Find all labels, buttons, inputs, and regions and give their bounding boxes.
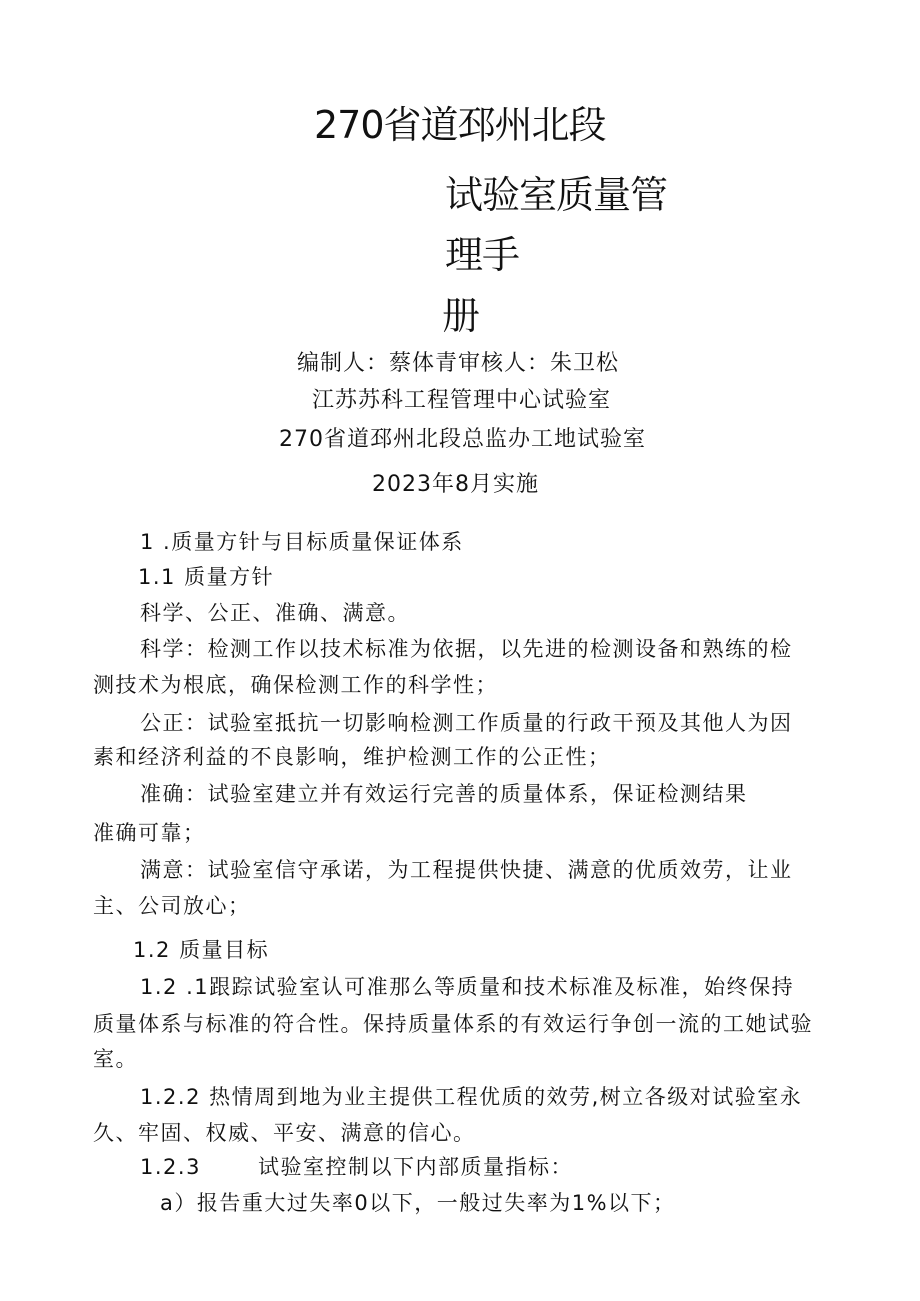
title-line-1: 270省道邳州北段: [314, 103, 606, 147]
title-line-3: 理手: [445, 233, 520, 277]
item-a-line: a）报告重大过失率0以下，一般过失率为1%以下；: [160, 1191, 676, 1215]
science-paragraph-line-2: 测技术为根底，确保检测工作的科学性；: [93, 673, 498, 697]
policy-summary: 科学、公正、准确、满意。: [140, 601, 410, 625]
title-line-4: 册: [442, 294, 480, 338]
item-1-2-3-number: 1.2.3: [140, 1155, 201, 1179]
fairness-paragraph-line-2: 素和经济利益的不良影响，维护检测工作的公正性；: [93, 745, 611, 769]
item-1-2-2-line-1: 1.2.2 热情周到地为业主提供工程优质的效劳,树立各级对试验室永: [140, 1085, 803, 1109]
organization-line-1: 江苏苏科工程管理中心试验室: [312, 388, 612, 413]
item-1-2-1-line-2: 质量体系与标准的符合性。保持质量体系的有效运行争创一流的工她试验: [93, 1012, 813, 1036]
section-1-heading: 1 .质量方针与目标质量保证体系: [140, 530, 464, 554]
item-1-2-1-line-1: 1.2 .1跟踪试验室认可准那么等质量和技术标准及标准，始终保持: [140, 975, 795, 999]
satisfaction-paragraph-line-1: 满意：试验室信守承诺，为工程提供快捷、满意的优质效劳，让业: [140, 858, 793, 882]
item-1-2-3-text: 试验室控制以下内部质量指标：: [258, 1155, 573, 1179]
section-1-1-heading: 1.1 质量方针: [138, 565, 275, 589]
section-1-2-heading: 1.2 质量目标: [133, 938, 270, 962]
accuracy-paragraph-line-1: 准确：试验室建立并有效运行完善的质量体系，保证检测结果: [140, 782, 748, 806]
fairness-paragraph-line-1: 公正：试验室抵抗一切影响检测工作质量的行政干预及其他人为因: [140, 711, 793, 735]
item-1-2-2-line-2: 久、牢固、权威、平安、满意的信心。: [93, 1121, 476, 1145]
editors-line: 编制人：蔡体青审核人：朱卫松: [297, 351, 620, 376]
item-1-2-1-line-3: 室。: [93, 1047, 138, 1071]
satisfaction-paragraph-line-2: 主、公司放心；: [93, 894, 251, 918]
organization-line-2: 270省道邳州北段总监办工地试验室: [279, 427, 646, 452]
science-paragraph-line-1: 科学：检测工作以技术标准为依据，以先进的检测设备和熟练的检: [140, 637, 793, 661]
title-line-2: 试验室质量管: [445, 173, 668, 217]
accuracy-paragraph-line-2: 准确可靠；: [93, 821, 206, 845]
implementation-date: 2023年8月实施: [372, 472, 539, 497]
